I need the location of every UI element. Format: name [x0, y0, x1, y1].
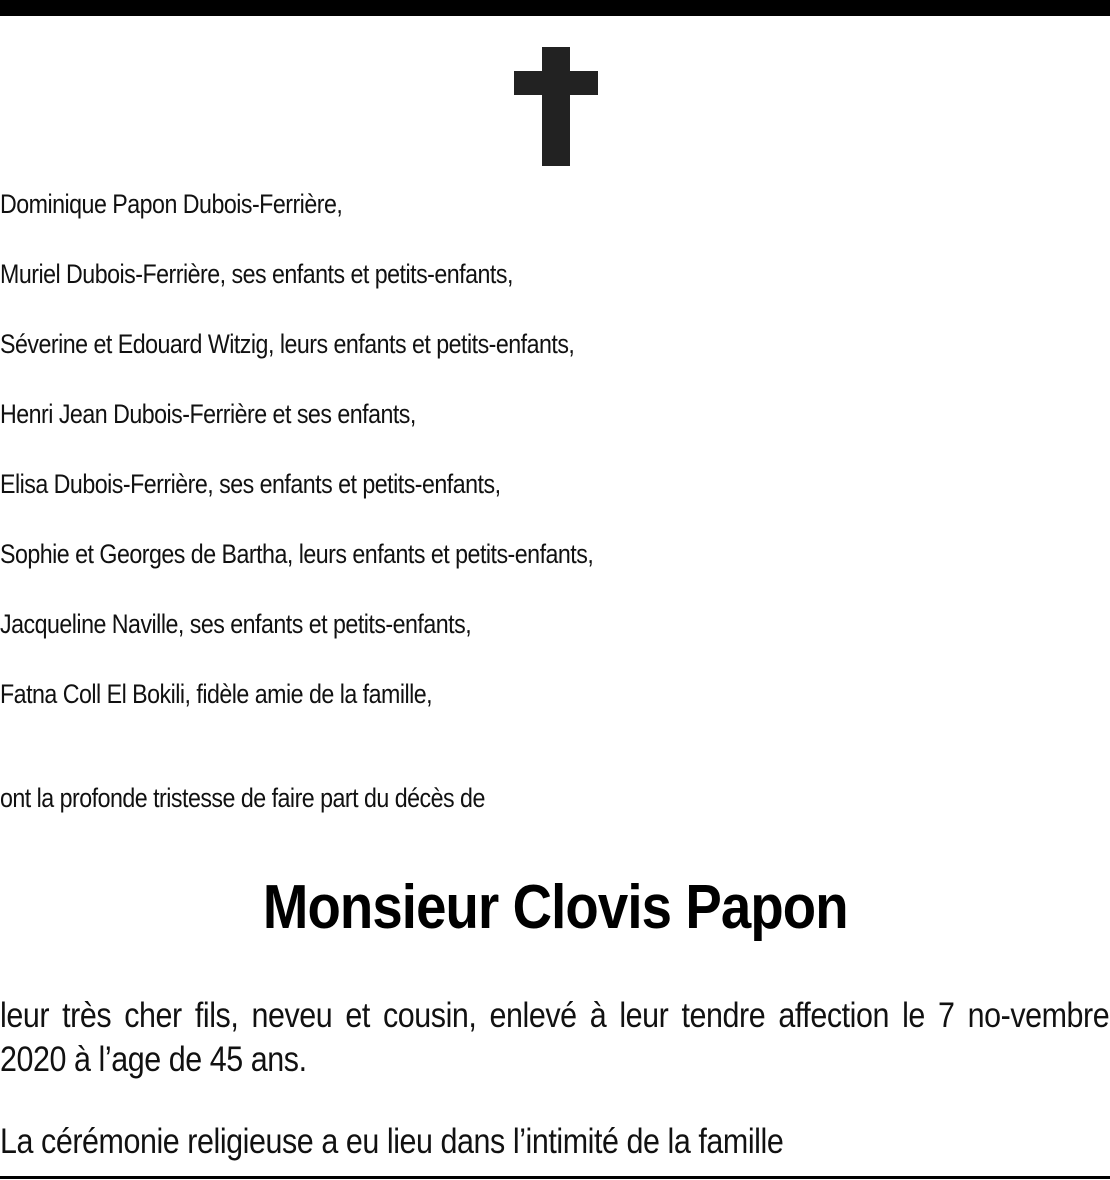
mourner-line: Henri Jean Dubois-Ferrière et ses enfants, [0, 399, 416, 429]
mourner-line: Séverine et Edouard Witzig, leurs enfants et petits-enfants, [0, 329, 575, 359]
death-details: leur très cher fils, neveu et cousin, enlevé à leur tendre affection le 7 no-vembre 2020 à l’age de 45 ans. [0, 996, 1110, 1079]
top-rule [0, 0, 1110, 16]
announcement-intro: ont la profonde tristesse de faire part du décès de [0, 783, 485, 813]
deceased-name [0, 868, 1110, 948]
bottom-rule [0, 1176, 1110, 1179]
mourner-line: Jacqueline Naville, ses enfants et petits-enfants, [0, 609, 472, 639]
deceased-name-text: Monsieur Clovis Papon [262, 873, 848, 942]
latin-cross-icon [514, 47, 598, 166]
mourner-line: Elisa Dubois-Ferrière, ses enfants et petits-enfants, [0, 469, 501, 499]
mourners-list [0, 184, 690, 744]
mourner-line: Muriel Dubois-Ferrière, ses enfants et petits-enfants, [0, 259, 513, 289]
mourner-line: Dominique Papon Dubois-Ferrière, [0, 189, 343, 219]
mourner-line: Fatna Coll El Bokili, fidèle amie de la famille, [0, 679, 433, 709]
mourner-line: Sophie et Georges de Bartha, leurs enfants et petits-enfants, [0, 539, 594, 569]
ceremony-notice: La cérémonie religieuse a eu lieu dans l’intimité de la famille [0, 1122, 784, 1161]
